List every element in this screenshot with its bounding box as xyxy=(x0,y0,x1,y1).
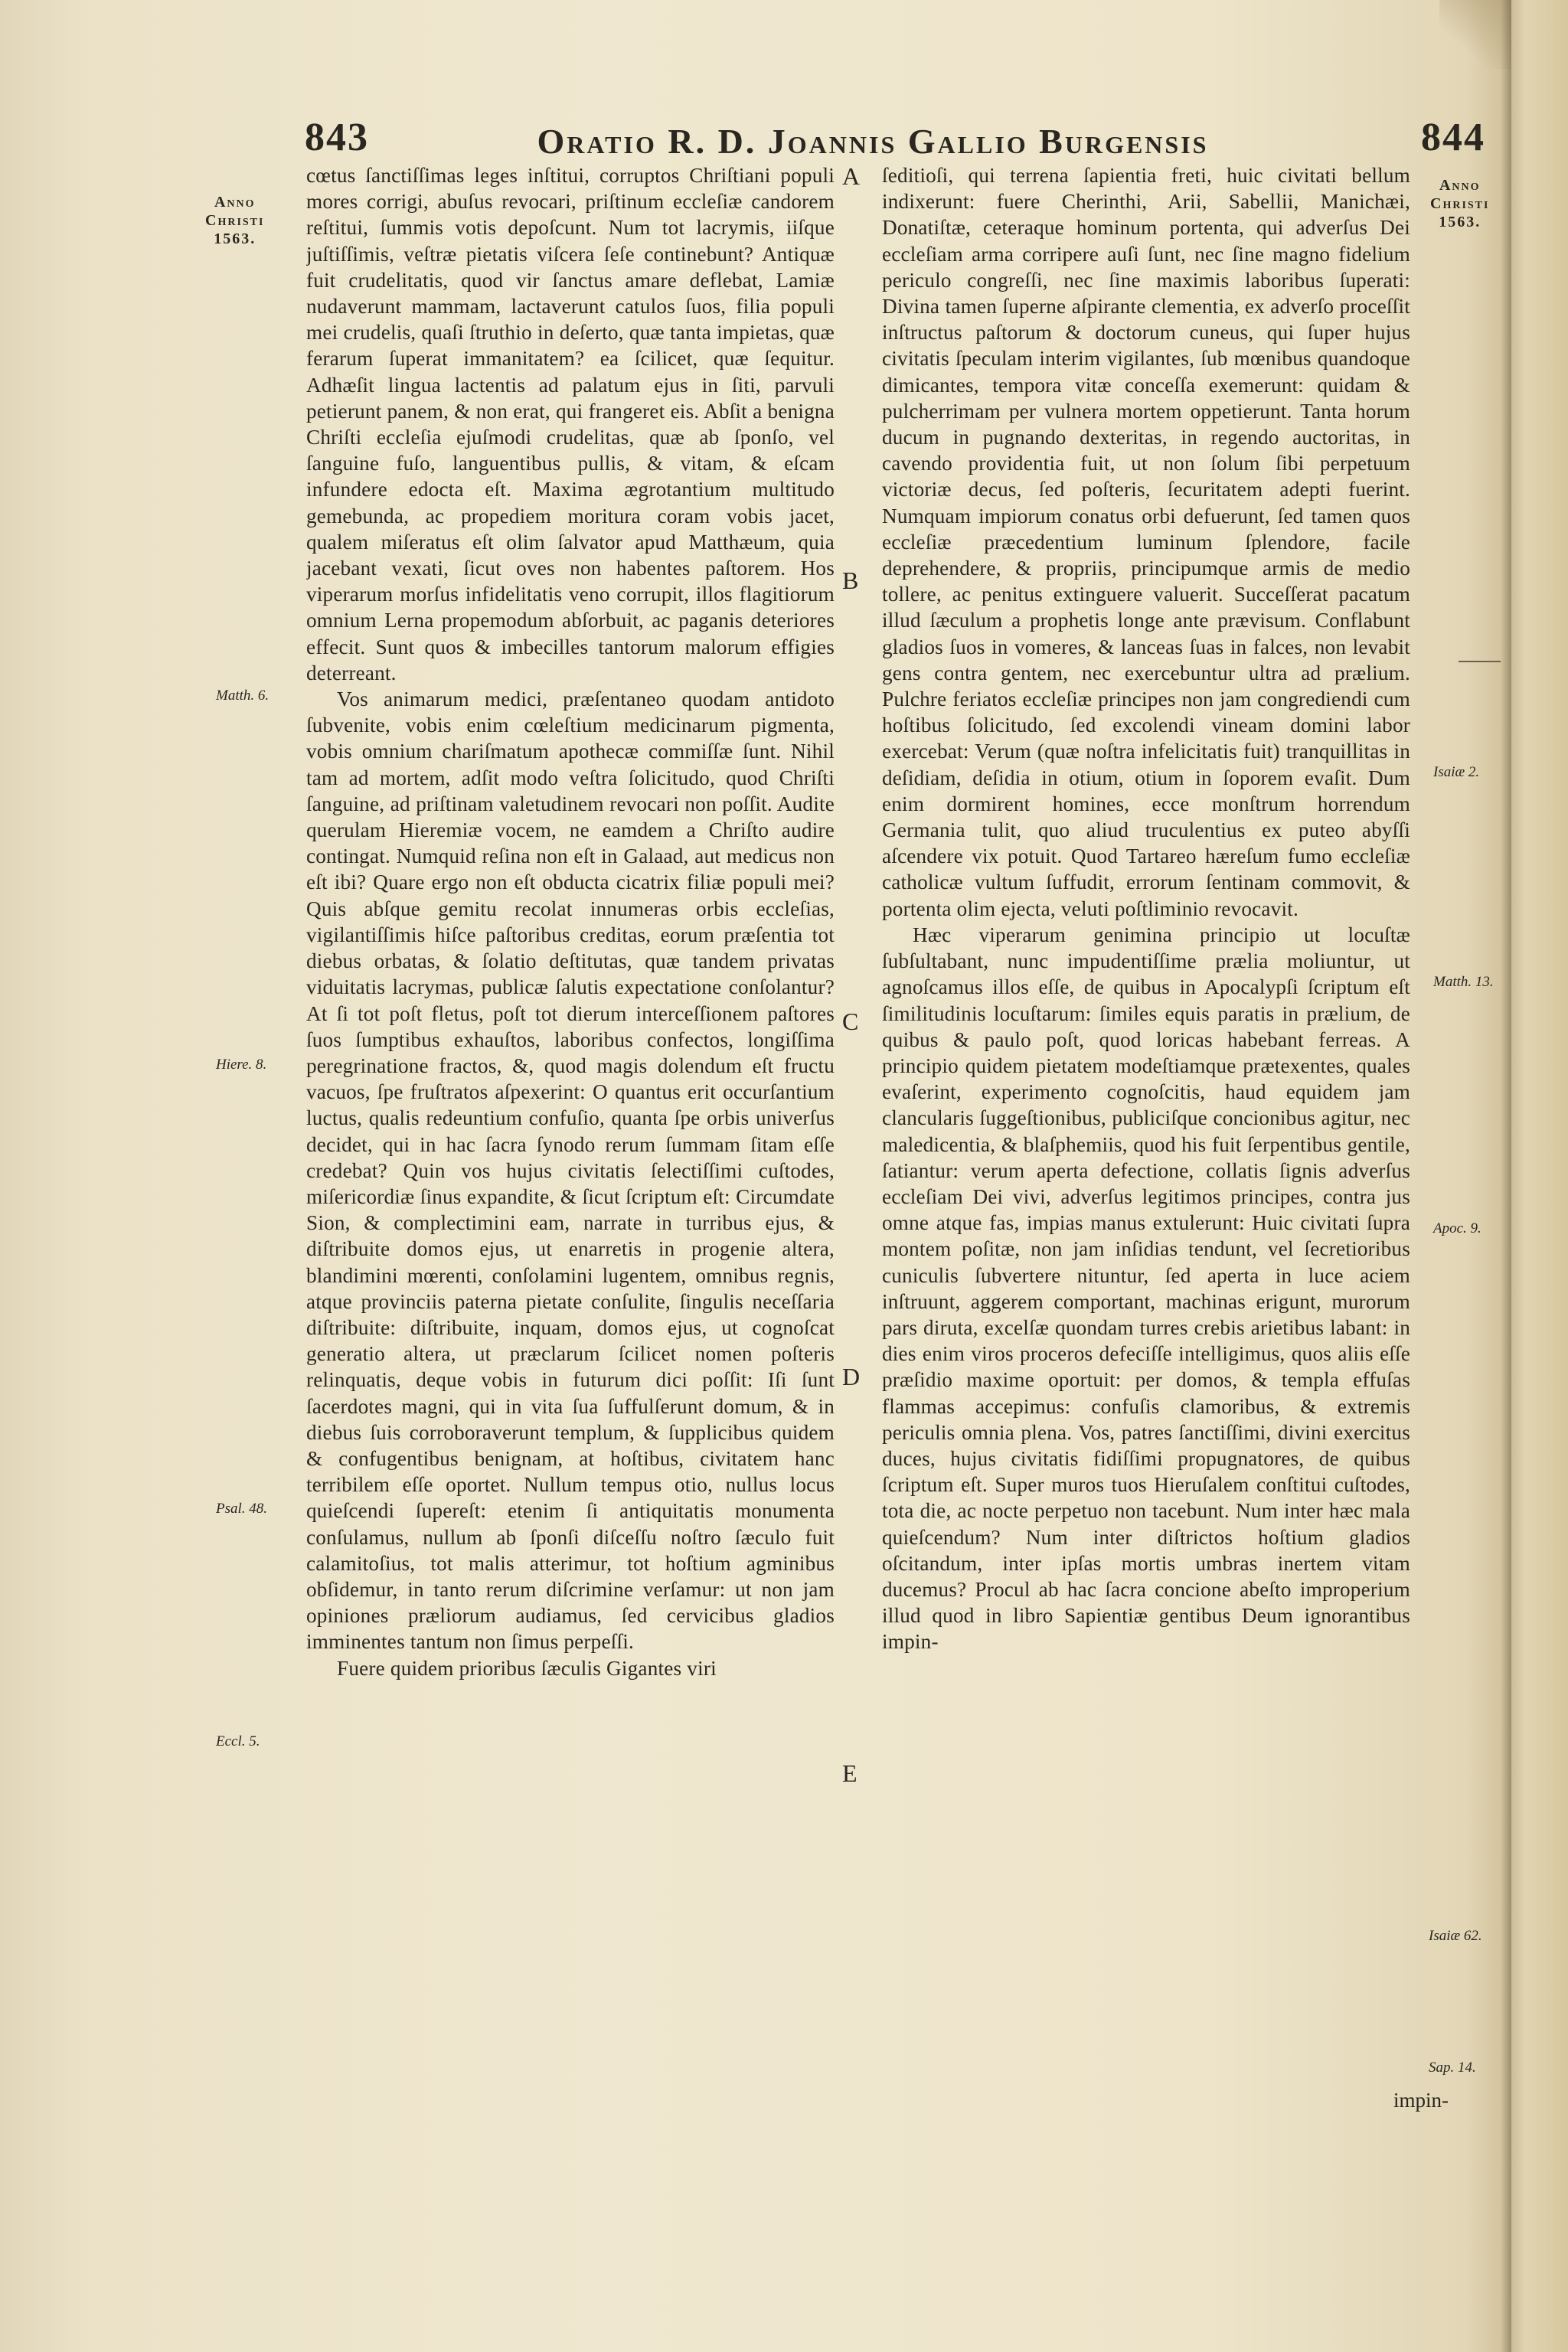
year-label: 1563. xyxy=(1439,214,1481,230)
page-number-right: 844 xyxy=(1421,116,1485,159)
section-letter: D xyxy=(842,1363,861,1390)
anno-label: Anno xyxy=(1439,177,1481,194)
section-letter: C xyxy=(842,1008,859,1035)
margin-year-note-right xyxy=(1430,176,1489,231)
paragraph: Vos animarum medici, præſentaneo quodam antidoto ſubvenite, vobis enim cœleſtium medicinarum pigmenta, vobis omnium chariſmatum apothecæ commiſſæ ſunt. Nihil tam ad mortem, adſit modo veſtra ſolicitudo, quod Chriſti ſanguine, ad priſtinam valetudinem revocari non poſſit. Audite querulam Hieremiæ vocem, ne eamdem a Chriſto audire contingat. Numquid reſina non eſt in Galaad, aut medicus non eſt ibi? Quare ergo non eſt obducta cicatrix filiæ populi mei? Quis abſque gemitu recolat innumeras orbis eccleſias, vigilantiſſimis hiſce paſtoribus creditas, eorum præſentia tot diebus orbatas, & ſolatio deſtitutas, quæ tandem privatas viduitatis lacrymas, publicæ ſalutis expectatione conſolantur? At ſi tot poſt fletus, poſt tot dierum interceſſionem paſtores ſuos ſumptibus exhauſtos, laboribus confectos, longiſſima peregrinatione fractos, &, quod magis dolendum eſt fructu vacuos, ſpe fruſtratos aſpexerint: O quantus erit occurſantium luctus, qualis redeuntium confuſio, quanta ſpe orbis univerſus decidet, qui in hac ſacra ſynodo rerum ſummam ſitam eſſe credebat? Quin vos hujus civitatis ſelectiſſimi cuſtodes, miſericordiæ ſinus expandite, & ſicut ſcriptum eſt: Circumdate Sion, & complectimini eam, narrate in turribus ejus, & diſtribuite domos ejus, ut enarretis in progenie altera, blandimini mœrenti, conſolamini lugentem, omnibus regnis, atque provinciis paterna pietate conſulite, ſingulis neceſſaria diſtribuite: diſtribuite, inquam, domos ejus, ut cognoſcat generatio altera, ut præclarum ſcilicet nomen poſteris relinquatis, deque vobis in futurum dici poſſit: Iſi ſunt ſacerdotes magni, qui in vita ſua ſuffulſerunt domum, & in diebus ſuis corroboraverunt templum, & ſupplicibus quidem & confugentibus benignam, at hoſtibus, civitatem hanc terribilem eſſe oportet. Nullum tempus otio, nullus locus quieſcendi ſupereſt: etenim ſi antiquitatis monumenta conſulamus, nullum ab ſponſi diſceſſu noſtro ſæculo fuit calamitoſius, tot malis atterimur, tot hoſtium agminibus obſidemur, in tanto rerum diſcrimine verſamur: ut non jam opiniones præliorum audiamus, ſed cervicibus gladios imminentes tantum non ſimus perpeſſi. xyxy=(306,688,835,1654)
paragraph: ſeditioſi, qui terrena ſapientia freti, huic civitati bellum indixerunt: fuere Cherinthi, Arii, Sabellii, Manichæi, Donatiſtæ, ceteraque hominum portenta, qui adverſus Dei eccleſiam arma corripere auſi ſunt, nec ſine magno fidelium periculo congreſſi, nec ſine maximis laboribus ſuperati: Divina tamen ſuperne aſpirante clementia, ex adverſo proceſſit inſtructus paſtorum & doctorum cuneus, qui ſuper hujus civitatis ſpeculam interim vigilantes, ſub mœnibus quandoque dimicantes, tempora vitæ conceſſa exemerunt: quidam & pulcherrimam per vulnera mortem oppetierunt. Tanta horum ducum in pugnando dexteritas, in regendo auctoritas, in cavendo providentia fuit, ut non ſolum ſibi perpetuum victoriæ decus, ſed poſteris, ſecuritatem adepti fuerint. Numquam impiorum conatus orbi defuerunt, ſed tamen quos eccleſiæ præcedentium luminum ſplendore, facile deprehendere, & propriis, principumque armis de medio tollere, ac penitus extinguere valuerit. Succeſſerat pacatum illud ſæculum a prophetis longe ante prævisum. Conflabunt gladios ſuos in vomeres, & lanceas ſuas in falces, non levabit gens contra gentem, nec exercebuntur ultra ad prælium. Pulchre feriatos eccleſiæ principes non jam congrediendi cum hoſtibus ſolicitudo, ſed excolendi vineam domini labor exercebat: Verum (quæ noſtra infelicitatis fuit) tranquillitas in deſidiam, deſidia in otium, otium in ſoporem evaſit. Dum enim dormirent homines, ecce monſtrum horrendum Germania tulit, quo aliud truculentius ex puteo abyſſi aſcendere vix potuit. Quod Tartareo hæreſum fumo eccleſiæ catholicæ vultum ſuffudit, errorum ſentinam commovit, & portenta olim ejecta, veluti poſtliminio revocavit. xyxy=(882,164,1410,920)
page-gutter-shadow xyxy=(1501,0,1511,2352)
margin-ref-right: Apoc. 9. xyxy=(1433,1220,1481,1236)
margin-ref-right: Isaiæ 2. xyxy=(1433,764,1480,780)
christi-label: Christi xyxy=(1430,195,1490,212)
anno-label: Anno xyxy=(214,194,256,211)
section-letter: E xyxy=(842,1759,858,1787)
page-number-left: 843 xyxy=(305,116,369,159)
paragraph: Hæc viperarum genimina principio ut locuſtæ ſubſultabant, nunc impudentiſſime prælia moliuntur, ut agnoſcamus illos eſſe, de quibus in Apocalypſi ſcriptum eſt ſimilitudinis locuſtarum: ſimiles equis paratis in prælium, de quibus & paulo poſt, quod loricas habebant ferreas. A principio quidem pietatem modeſtiamque prætexentes, quales evaſerint, experimento cognoſcitis, haud equidem jam clancularis ſuggeſtionibus, publiciſque concionibus agitur, nec maledicentia, & blaſphemiis, quod his fuit ſerpentibus gentile, ſatiantur: verum aperta defectione, collatis ſignis adverſus eccleſiam Dei vivi, adverſus legitimos principes, contra jus omne atque fas, impias manus extulerunt: Huic civitati ſupra montem poſitæ, non jam inſidias tendunt, vel ſecretioribus cuniculis ſubvertere nituntur, ſed aperta in luce aciem inſtruunt, aggerem comportant, machinas erigunt, murorum pars diruta, excelſæ quondam turres crebis arietibus labant: in dies enim viros proceros defeciſſe intelligimus, quos aliis eſſe præſidio maxime oportuit: per domos, & templa effuſas flammas accepimus: confuſis clamoribus, & extremis periculis omnia plena. Vos, patres ſanctiſſimi, divini exercitus duces, hujus civitatis fidiſſimi propugnatores, de quibus ſcriptum eſt. Super muros tuos Hieruſalem conſtitui cuſtodes, tota die, ac nocte perpetuo non tacebunt. Num inter hæc mala quieſcendum? Num inter diſtrictos hoſtium gladios oſcitandum, inter ipſas mortis umbras inertem vitam ducemus? Procul ab hac ſacra concione abeſto improperium illud quod in libro Sapientiæ gentibus Deum ignorantibus impin- xyxy=(882,923,1410,1654)
margin-ref-right: Matth. 13. xyxy=(1433,974,1494,990)
margin-ref-left: Hiere. 8. xyxy=(216,1057,267,1073)
margin-ref-left: Eccl. 5. xyxy=(216,1733,260,1749)
text-column-right xyxy=(882,162,1410,2092)
section-letter: A xyxy=(842,162,861,190)
text-column-left xyxy=(306,162,835,2092)
year-label: 1563. xyxy=(214,230,256,247)
paragraph: Fuere quidem prioribus ſæculis Gigantes viri xyxy=(337,1656,717,1680)
section-letter: B xyxy=(842,567,859,594)
margin-ref-left: Matth. 6. xyxy=(216,688,270,704)
margin-ref-left: Psal. 48. xyxy=(216,1501,268,1517)
margin-ref-right: Isaiæ 62. xyxy=(1429,1928,1482,1944)
margin-year-note-left xyxy=(205,193,264,248)
paragraph: cœtus ſanctiſſimas leges inſtitui, corruptos Chriſtiani populi mores corrigi, abuſus revocari, priſtinum eccleſiæ candorem reſtitui, ſummis votis depoſcunt. Num tot lacrymis, iiſque juſtiſſimis, veſtræ pietatis viſcera ſeſe continebunt? Antiquæ fuit crudelitatis, quod vir ſanctus amare deflebat, Lamiæ nudaverunt mammam, lactaverunt catulos ſuos, filia populi mei crudelis, quaſi ſtruthio in deſerto, quæ tanta impietas, quæ ferarum ſuperat immanitatem? ea ſcilicet, quæ ſequitur. Adhæſit lingua lactentis ad palatum ejus in ſiti, parvuli petierunt panem, & non erat, qui frangeret eis. Abſit a benigna Chriſti eccleſia ejuſmodi crudelitas, quæ ab ſponſo, vel ſanguine fuſo, languentibus pullis, & vitam, & eſcam infundere edocta eſt. Maxima ægrotantium multitudo gemebunda, ac propediem moritura coram vobis jacet, qualem miſeratus eſt olim ſalvator apud Matthæum, quia jacebant vexati, ſicut oves non habentes paſtorem. Hos viperarum morſus infidelitatis veno corrupit, illos flagitiorum omnium Lerna propemodum abſorbuit, ac paganis deteriores effecit. Sunt quos & imbecilles tantorum malorum effigies deterreant. xyxy=(306,164,835,684)
margin-rule xyxy=(1459,661,1501,662)
margin-ref-right: Sap. 14. xyxy=(1429,2060,1476,2076)
book-right-edge xyxy=(1507,0,1568,2352)
running-title: Oratio R. D. Joannis Gallio Burgensis xyxy=(537,122,1209,161)
christi-label: Christi xyxy=(205,212,265,229)
catchword: impin- xyxy=(1393,2089,1449,2112)
